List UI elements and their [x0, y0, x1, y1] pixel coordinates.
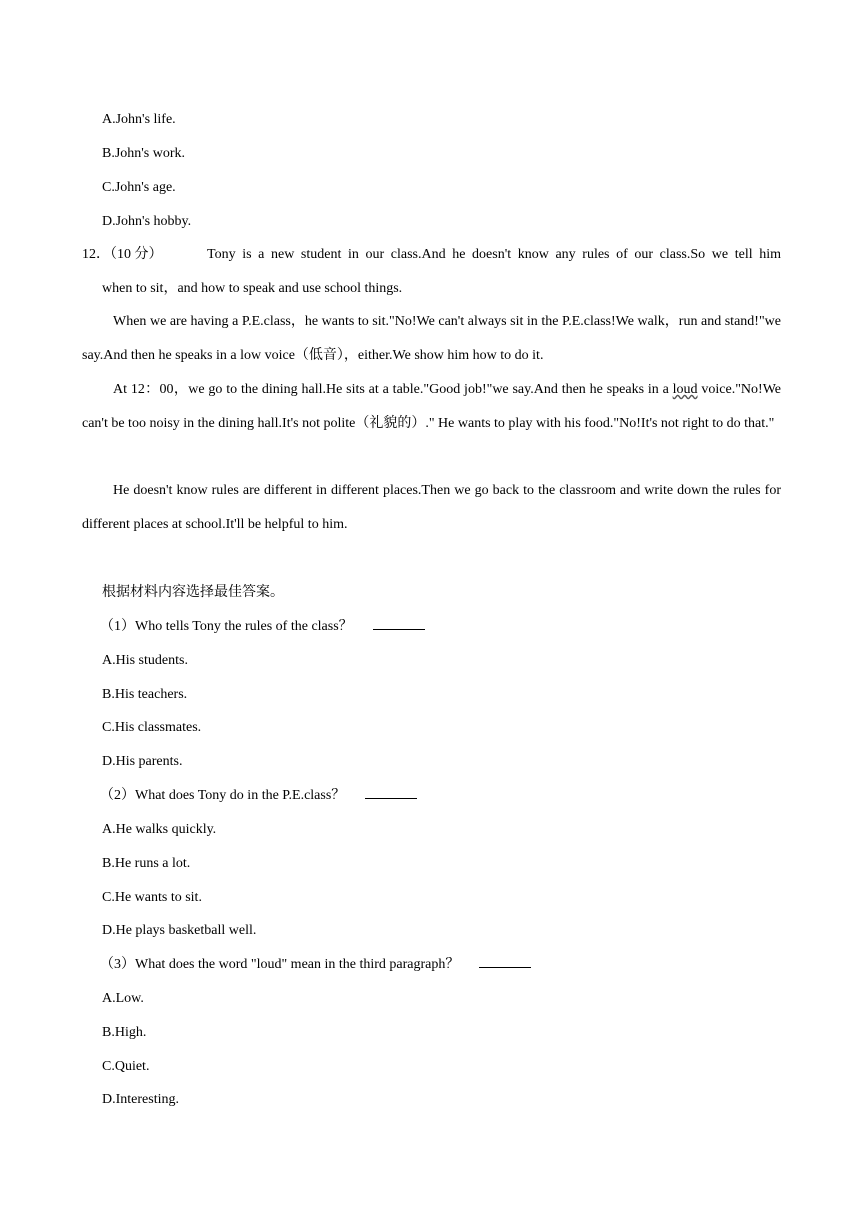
sub-question-2-text: （2）What does Tony do in the P.E.class？	[100, 788, 346, 803]
q2-option-b: B.He runs a lot.	[102, 856, 191, 871]
paragraph-3-text-before: At 12：00，we go to the dining hall.He sits at a table."Good job!"we say.And then he speaks in a	[113, 382, 673, 397]
q2-option-d: D.He plays basketball well.	[102, 923, 257, 938]
q1-option-c: C.His classmates.	[102, 720, 202, 735]
sub-question-3-text: （3）What does the word "loud" mean in the third paragraph？	[100, 957, 460, 972]
paragraph-3-text-after: voice."No!We can't be too noisy in the dining hall.It's not polite（礼貌的）." He wants to play with his food."No!It's not right to do that."	[82, 382, 781, 431]
intro-line-2: when to sit，and how to speak and use school things.	[102, 281, 403, 296]
prev-option-a: A.John's life.	[102, 112, 176, 127]
q1-option-d: D.His parents.	[102, 754, 183, 769]
q1-option-b: B.His teachers.	[102, 687, 188, 702]
q3-option-a: A.Low.	[102, 991, 144, 1006]
sub-question-1	[100, 617, 425, 637]
q2-option-c: C.He wants to sit.	[102, 890, 202, 905]
question-number: 12．（10 分）	[82, 247, 163, 262]
q3-option-b: B.High.	[102, 1025, 147, 1040]
answer-blank-3[interactable]	[479, 955, 531, 968]
highlighted-word-loud: loud	[672, 382, 698, 397]
intro-line-1: Tony is a new student in our class.And he doesn't know any rules of our class.So we tell him	[207, 247, 781, 262]
prev-option-b: B.John's work.	[102, 146, 186, 161]
q2-option-a: A.He walks quickly.	[102, 822, 217, 837]
sub-question-3	[100, 955, 531, 975]
passage-paragraph-2: When we are having a P.E.class，he wants to sit."No!We can't always sit in the P.E.class!We walk，run and stand!"we say.And then he speaks in a low voice（低音），either.We show him how to do it.	[82, 314, 781, 363]
answer-blank-1[interactable]	[373, 617, 425, 630]
q1-option-a: A.His students.	[102, 653, 188, 668]
prev-option-d: D.John's hobby.	[102, 214, 192, 229]
passage-paragraph-3	[82, 373, 781, 441]
q3-option-d: D.Interesting.	[102, 1092, 179, 1107]
q3-option-c: C.Quiet.	[102, 1059, 150, 1074]
answer-blank-2[interactable]	[365, 786, 417, 799]
sub-question-1-text: （1）Who tells Tony the rules of the class？	[100, 619, 353, 634]
sub-question-2	[100, 786, 417, 806]
instruction-text: 根据材料内容选择最佳答案。	[102, 585, 284, 600]
passage-paragraph-4: He doesn't know rules are different in different places.Then we go back to the classroom and write down the rules for different places at school.It'll be helpful to him.	[82, 483, 781, 532]
prev-option-c: C.John's age.	[102, 180, 176, 195]
